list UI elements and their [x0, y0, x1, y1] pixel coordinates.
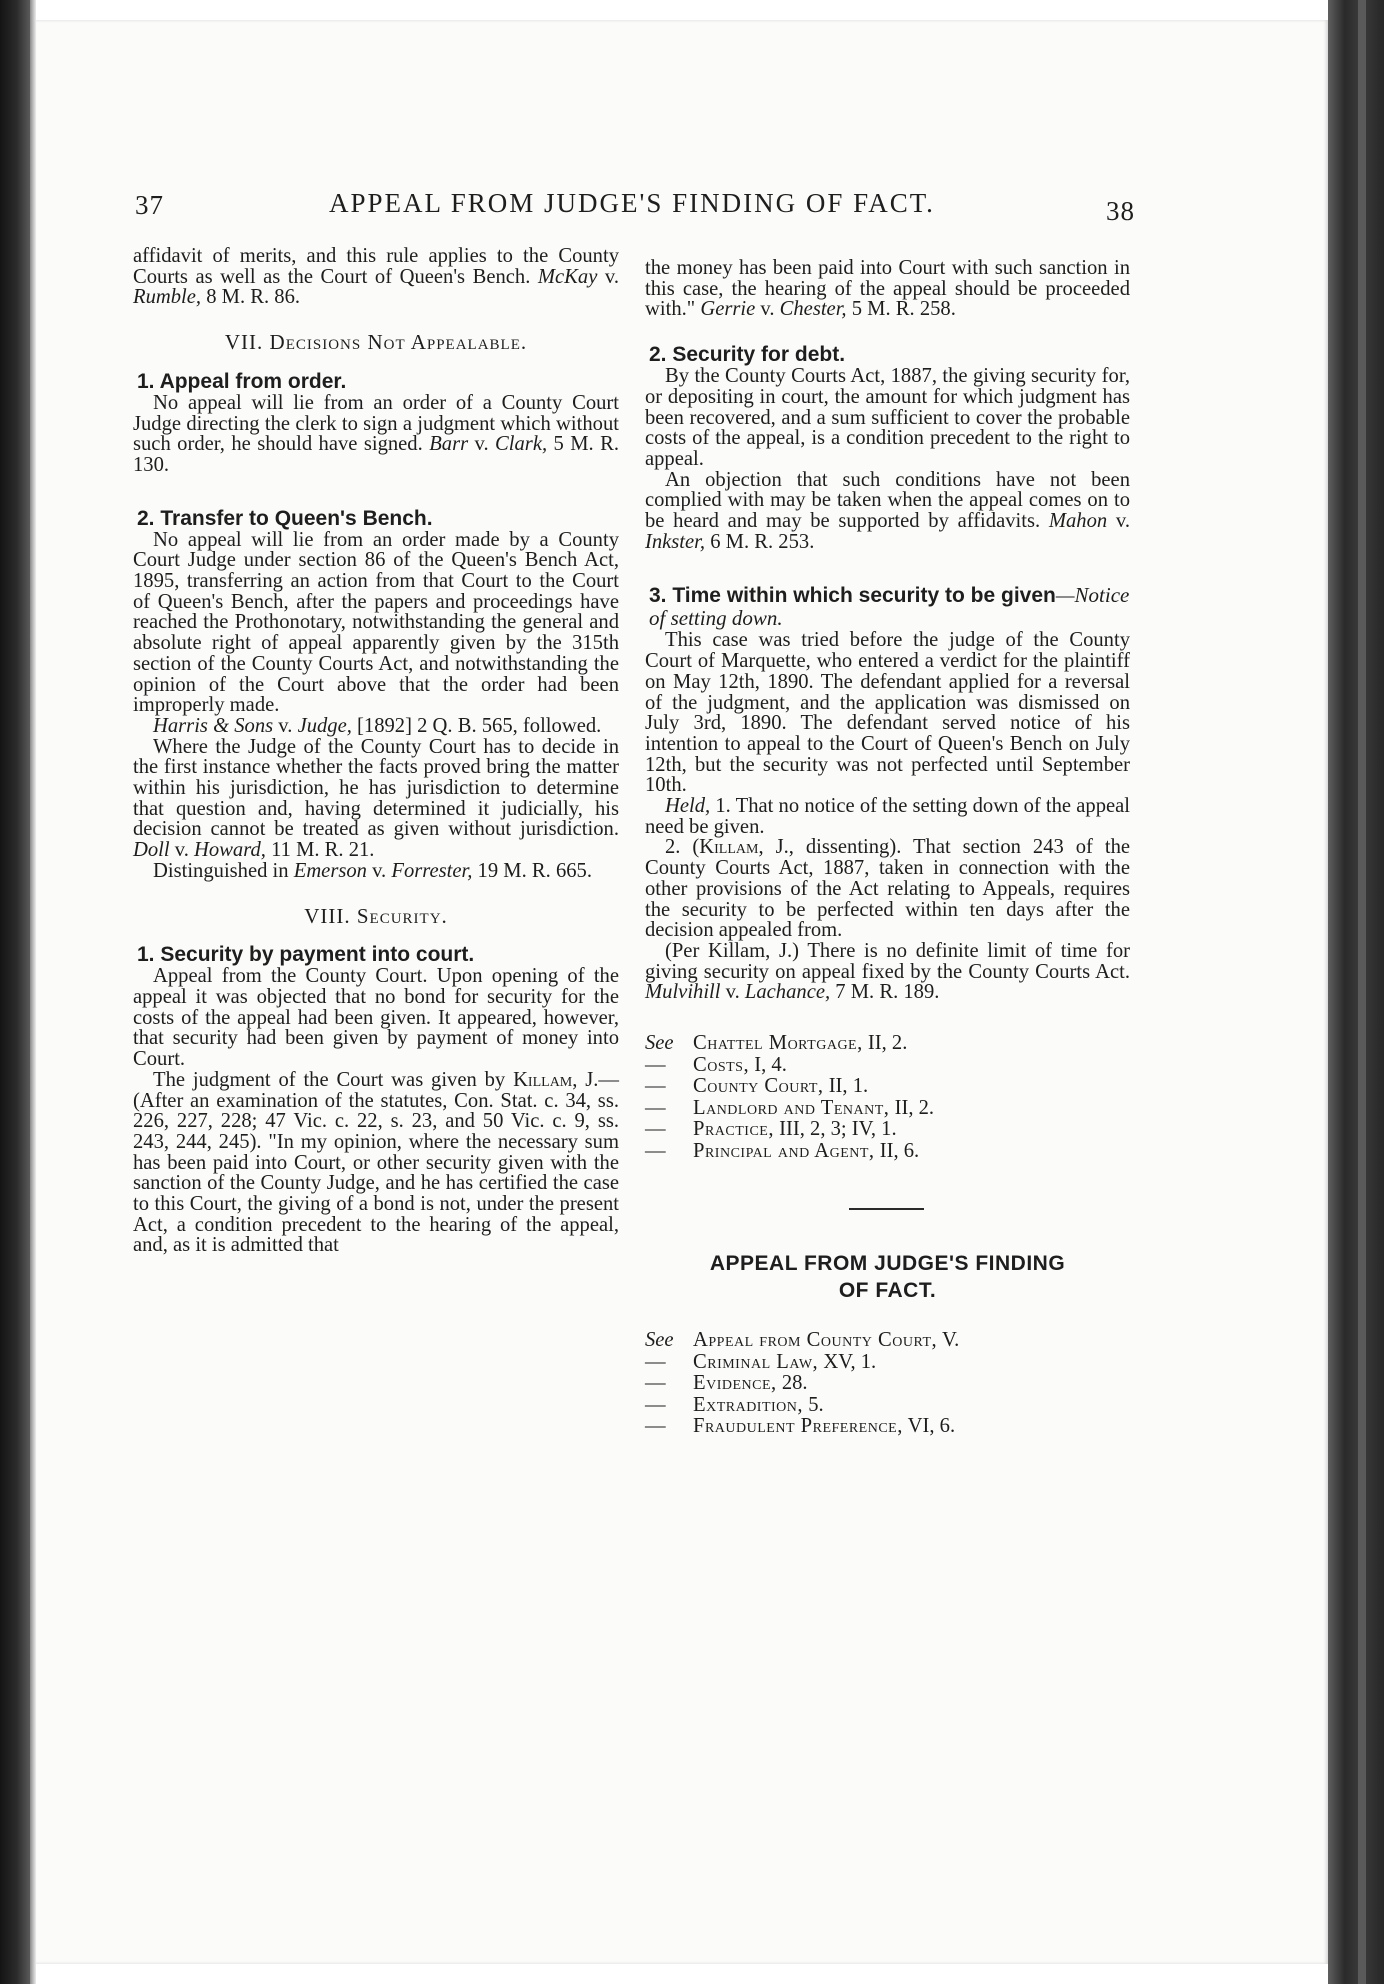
paragraph — [645, 796, 1130, 837]
page-number-left: 37 — [135, 190, 164, 220]
text: v. — [273, 714, 298, 737]
paragraph: This case was tried before the judge of the County Court of Marquette, who entered a verdict for the plaintiff on May 12th, 1890. The defendant applied for a reversal of the judgment, and the application was dismissed on July 3rd, 1890. The defendant served notice of his intention to appeal to the Court of Queen's Bench on July 12th, but the security was not perfected until September 10th. — [645, 629, 1130, 797]
cross-reference-list — [645, 1033, 1130, 1162]
reference-target: Landlord and Tenant, — [693, 1096, 890, 1119]
case-name: Lachance, — [744, 981, 831, 1004]
section-heading-viii: VIII. Security. — [304, 903, 448, 928]
reference-number: II, 6. — [874, 1139, 920, 1162]
text: v. — [755, 298, 780, 321]
text: v. — [468, 433, 496, 456]
paragraph — [133, 1070, 619, 1256]
paragraph — [133, 393, 619, 476]
judge-name: Killam, — [513, 1068, 578, 1091]
continued-paragraph — [133, 246, 619, 308]
reference-target: Extradition, — [693, 1393, 804, 1416]
cross-reference — [645, 1076, 1130, 1098]
cross-reference — [645, 1119, 1130, 1141]
case-name: Inkster, — [645, 530, 706, 553]
citation: 5 M. R. 130. — [133, 433, 620, 476]
text: No appeal will lie from an order of a County Court Judge directing the clerk to sign a judgment which without such order, he should have signed. — [133, 391, 619, 456]
text: Where the Judge of the County Court has to decide in the first instance whether the facts proved bring the matter within his jurisdiction, he has jurisdiction to determine that question and, having determined it judicially, his decision cannot be treated as given without jurisdiction. — [133, 735, 619, 841]
reference-number: II, 2. — [862, 1032, 908, 1055]
cross-reference — [645, 1416, 1130, 1438]
paragraph — [133, 861, 619, 882]
cross-reference — [645, 1098, 1130, 1120]
reference-target: County Court, — [693, 1075, 824, 1098]
subheading-note: —Notice of setting down. — [649, 583, 1130, 631]
see-label: See — [645, 1032, 674, 1055]
continued-paragraph — [645, 258, 1130, 320]
left-column — [133, 246, 619, 1256]
case-name: Rumble, — [133, 286, 202, 309]
cross-reference — [645, 1373, 1130, 1395]
cross-reference — [645, 1330, 1130, 1352]
text: affidavit of merits, and this rule applies to the County Courts as well as the Court of Queen's Bench. — [133, 245, 619, 288]
text: v. — [169, 839, 195, 862]
text: An objection that such conditions have not been complied with may be taken when the appeal comes on to be heard and may be supported by affidavits. — [645, 468, 1130, 533]
reference-number: XV, 1. — [818, 1350, 877, 1373]
text: The judgment of the Court was given by — [153, 1068, 514, 1091]
subheading-transfer: 2. Transfer to Queen's Bench. — [137, 506, 433, 530]
reference-number: III, 2, 3; IV, 1. — [774, 1118, 897, 1141]
cross-reference-list — [645, 1330, 1130, 1438]
text: Distinguished in — [153, 859, 294, 882]
reference-number: II, 2. — [889, 1096, 935, 1119]
dash: — — [645, 1372, 666, 1395]
text: (Per Killam, J.) There is no definite limit of time for giving security on appeal fixed by the County Courts Act. — [645, 939, 1130, 983]
text: J.—(After an examination of the statutes, Con. Stat. c. 34, ss. 226, 227, 228; 47 Vic. c. 22, s. 23, and 50 Vic. c. 9, ss. 243, 244, 245). "In my opinion, where the necessary sum has been paid into Court, or other security given with the sanction of the County Judge, and he has certified the case to this Court, the giving of a bond is not, under the present Act, a condition precedent to the hearing of the appeal, and, as it is admitted that — [133, 1068, 620, 1257]
dash: — — [645, 1118, 666, 1141]
held-label: Held, — [665, 795, 711, 818]
entry-heading-line: APPEAL FROM JUDGE'S FINDING — [709, 1252, 1066, 1276]
entry-heading-line: OF FACT. — [838, 1279, 937, 1303]
reference-target: Costs, — [693, 1053, 750, 1076]
reference-target: Fraudulent Preference, — [693, 1415, 903, 1438]
citation: 8 M. R. 86. — [201, 286, 301, 309]
dash: — — [645, 1139, 666, 1162]
dash: — — [645, 1075, 666, 1098]
text: 1. That no notice of the setting down of the appeal need be given. — [645, 795, 1130, 838]
case-name: Gerrie — [700, 298, 756, 321]
book-spine-left — [0, 0, 30, 1984]
reference-target: Principal and Agent, — [693, 1139, 875, 1162]
case-name: Doll — [133, 839, 170, 862]
subheading-security-for-debt: 2. Security for debt. — [649, 343, 846, 367]
paragraph: By the County Courts Act, 1887, the giving security for, or depositing in court, the amount for which judgment has been recovered, and a sum sufficient to cover the probable costs of the appeal, is a condition precedent to the right to appeal. — [645, 365, 1130, 470]
case-name: McKay — [537, 265, 598, 288]
paragraph: No appeal will lie from an order made by a County Court Judge under section 86 of the Queen's Bench Act, 1895, transferring an action from that Court to the Court of Queen's Bench, after the papers and proceedings have reached the Prothonotary, notwithstanding the general and absolute right of appeal apparently given by the 315th section of the County Courts Act, and notwithstanding the opinion of the Court above that the order had been improperly made. — [133, 528, 619, 717]
paragraph: Appeal from the County Court. Upon opening of the appeal it was objected that no bond for security for the costs of the appeal had been given. It appeared, however, that security had been given by payment of money into Court. — [133, 965, 619, 1071]
reference-number: VI, 6. — [902, 1415, 956, 1438]
reference-target: Evidence, — [693, 1372, 777, 1395]
text: v. — [366, 859, 392, 882]
citation: 11 M. R. 21. — [265, 839, 375, 862]
cross-reference — [645, 1352, 1130, 1374]
case-name: Barr — [429, 433, 469, 456]
section-divider — [849, 1208, 924, 1210]
text: J., dissenting). That section 243 of the County Courts Act, 1887, taken in connection with the other provisions of the Act relating to Appeals, requires the security to be perfected within ten days after the decision appealed from. — [645, 836, 1131, 942]
reference-target: Criminal Law, — [693, 1350, 819, 1373]
right-column — [645, 258, 1130, 1438]
judge-name: Killam, — [699, 836, 764, 859]
reference-target: Chattel Mortgage, — [693, 1032, 863, 1055]
paragraph — [133, 737, 619, 861]
citation: 19 M. R. 665. — [472, 859, 592, 882]
reference-target: Practice, — [693, 1118, 774, 1141]
reference-target: Appeal from County Court, — [693, 1329, 938, 1352]
text: v. — [1107, 510, 1131, 533]
case-name: Harris & Sons — [153, 714, 274, 737]
reference-number: 5. — [803, 1393, 824, 1416]
case-name: Emerson — [293, 859, 367, 882]
dash: — — [645, 1415, 666, 1438]
dash: — — [645, 1096, 666, 1119]
paragraph — [133, 716, 619, 737]
subheading-text: 3. Time within which security to be given — [649, 584, 1056, 608]
section-heading-vii: VII. Decisions Not Appealable. — [224, 330, 528, 355]
text: v. — [597, 265, 619, 288]
see-label: See — [645, 1329, 674, 1352]
cross-reference — [645, 1395, 1130, 1417]
citation: [1892] 2 Q. B. 565, followed. — [351, 714, 602, 737]
citation: 5 M. R. 258. — [846, 298, 956, 321]
entry-heading — [645, 1250, 1130, 1304]
running-title: APPEAL FROM JUDGE'S FINDING OF FACT. — [329, 188, 935, 218]
running-head — [135, 188, 1135, 228]
paragraph — [645, 837, 1130, 941]
subheading-time-within-which — [649, 584, 1130, 630]
text: the money has been paid into Court with such sanction in this case, the hearing of the appeal should be proceeded with." — [645, 257, 1130, 321]
case-name: Judge, — [297, 714, 352, 737]
case-name: Forrester, — [391, 859, 473, 882]
case-name: Clark, — [495, 433, 548, 456]
citation: 7 M. R. 189. — [830, 981, 940, 1004]
reference-number: II, 1. — [823, 1075, 869, 1098]
cross-reference — [645, 1033, 1130, 1055]
dash: — — [645, 1053, 666, 1076]
case-name: Mahon — [1048, 510, 1108, 533]
case-name: Howard, — [194, 839, 266, 862]
paragraph — [645, 470, 1130, 553]
book-edge-stripe — [1358, 0, 1366, 1984]
citation: 6 M. R. 253. — [705, 530, 815, 553]
paragraph — [645, 941, 1130, 1003]
reference-number: I, 4. — [749, 1053, 787, 1076]
case-name: Mulvihill — [645, 981, 721, 1004]
cross-reference — [645, 1141, 1130, 1163]
cross-reference — [645, 1055, 1130, 1077]
dash: — — [645, 1393, 666, 1416]
subheading-security-by-payment: 1. Security by payment into court. — [137, 943, 475, 967]
reference-number: 28. — [776, 1372, 808, 1395]
book-edge-right — [1328, 0, 1384, 1984]
page-number-right: 38 — [1106, 196, 1135, 226]
case-name: Chester, — [779, 298, 847, 321]
reference-number: V. — [937, 1329, 960, 1352]
text: v. — [720, 981, 745, 1004]
dash: — — [645, 1350, 666, 1373]
text: 2. ( — [665, 836, 700, 859]
subheading-appeal-from-order: 1. Appeal from order. — [137, 369, 347, 393]
